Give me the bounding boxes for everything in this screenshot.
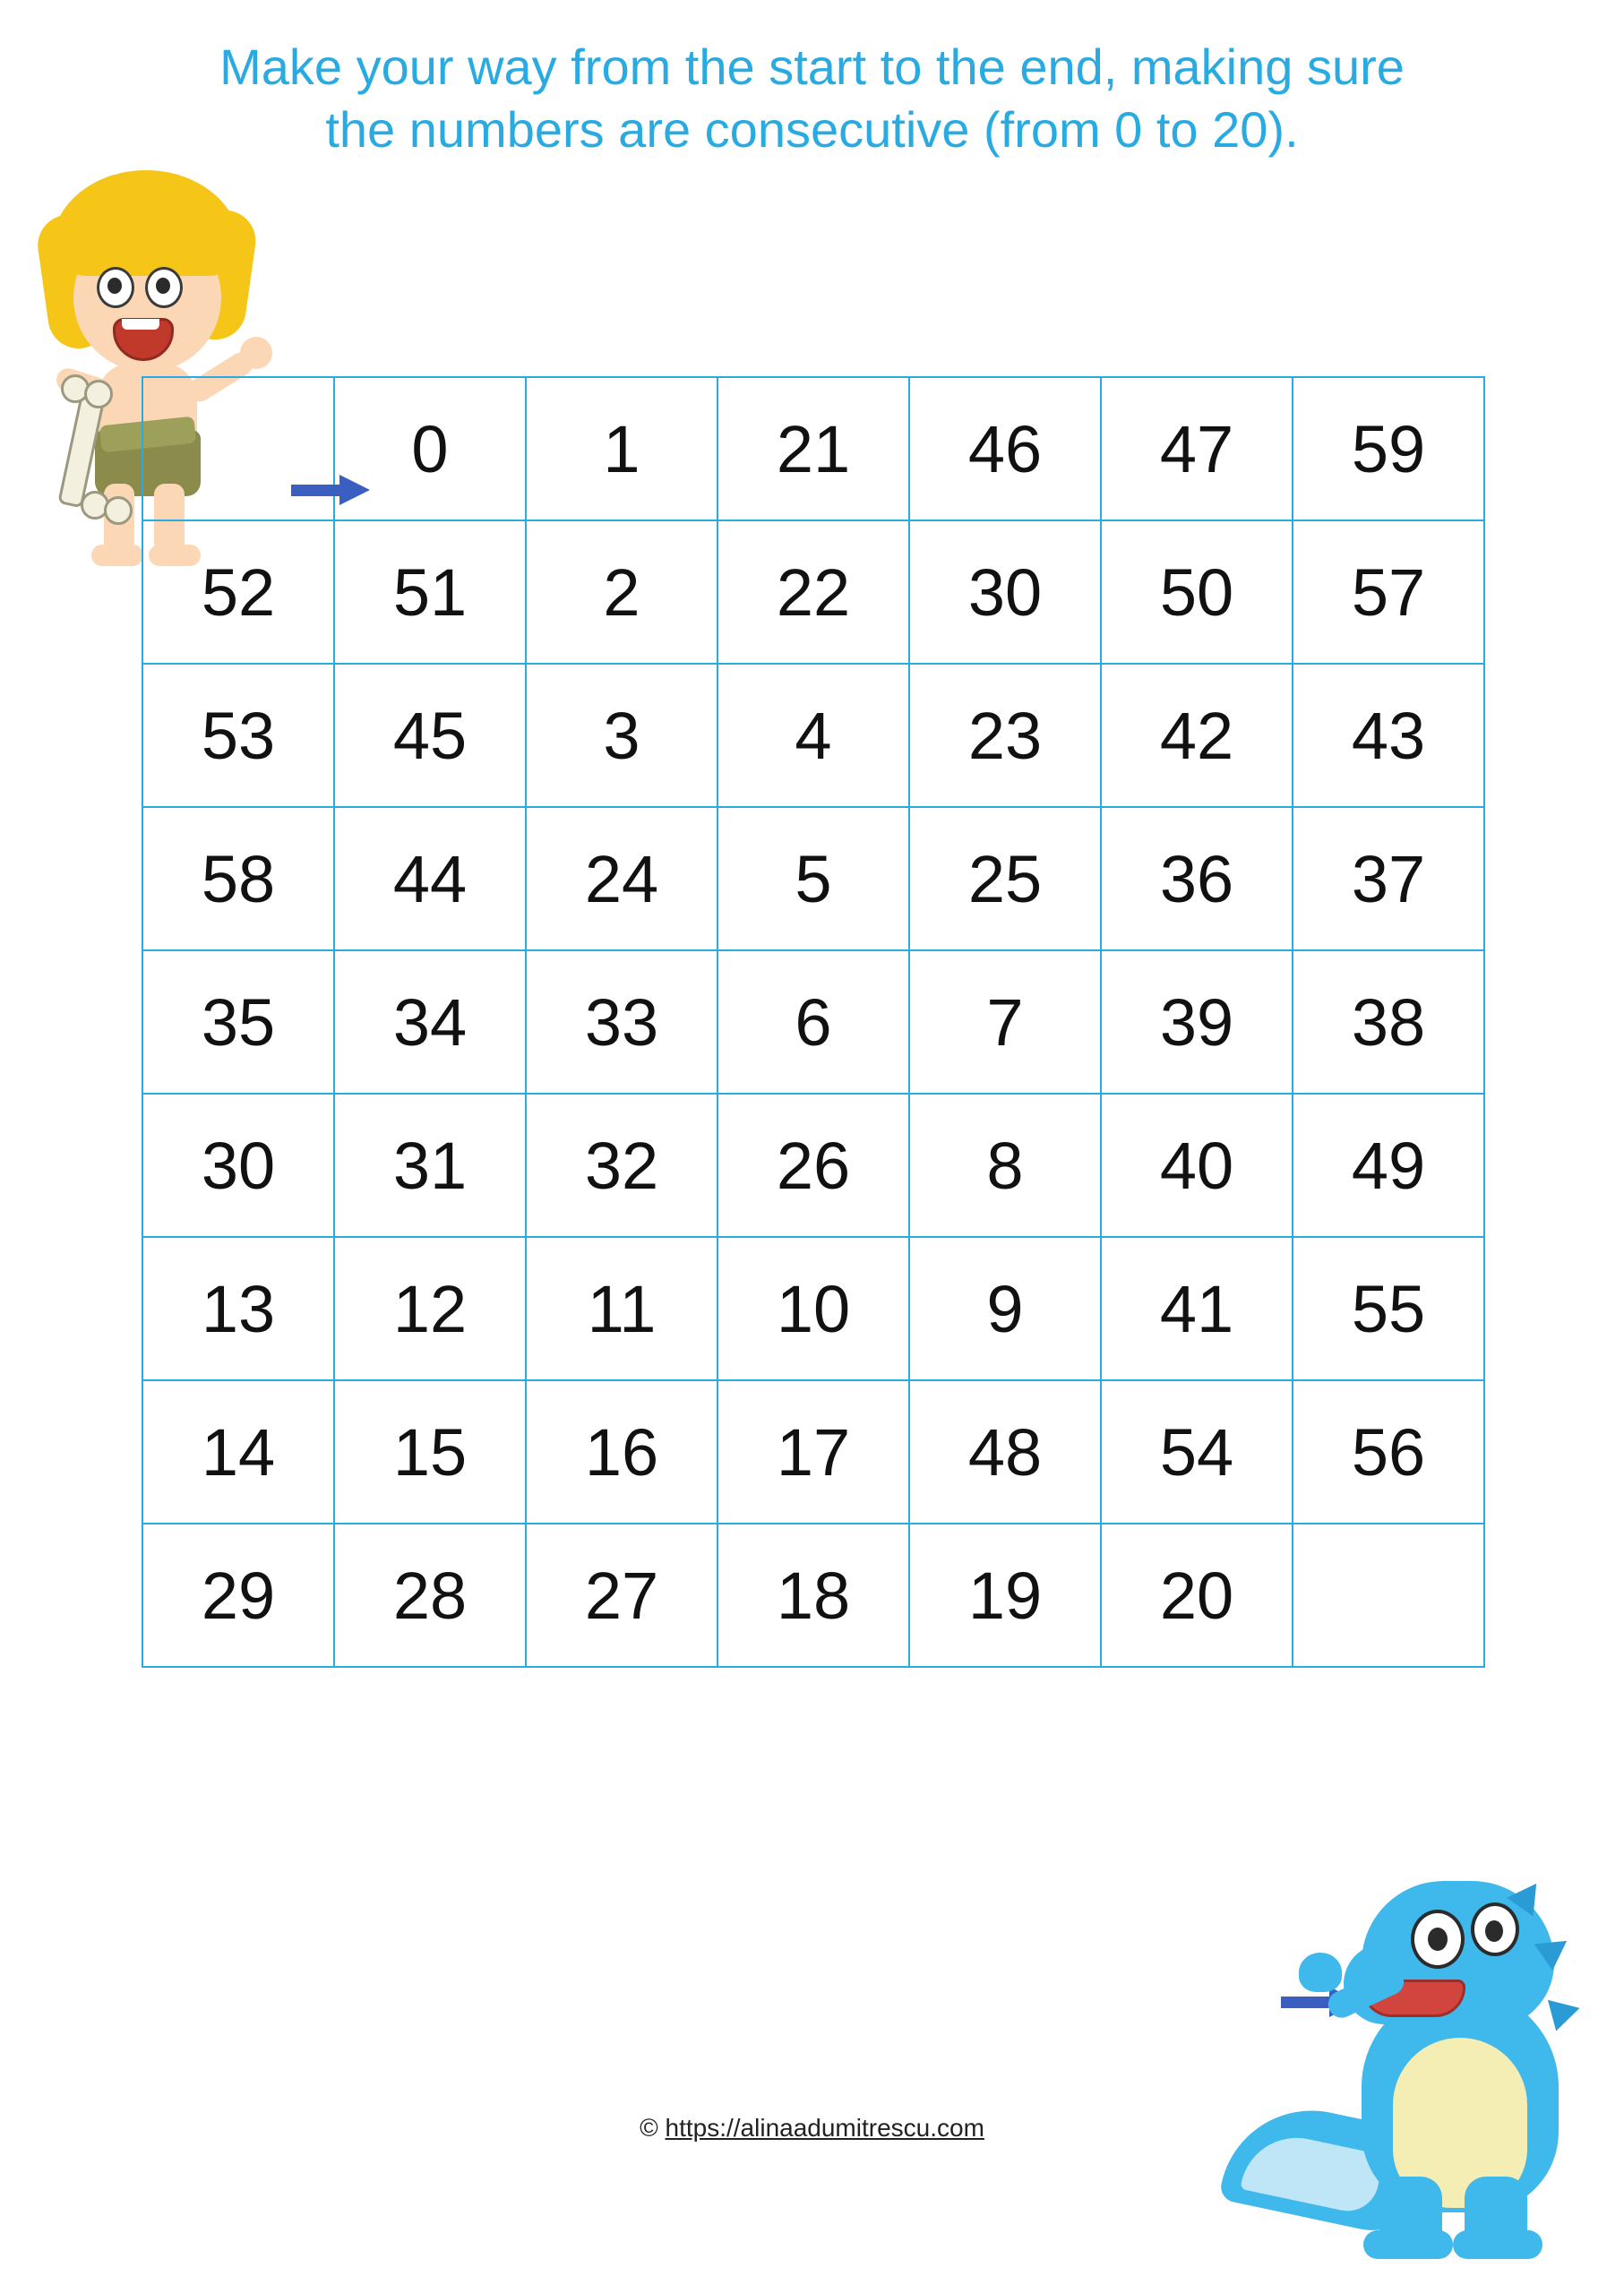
grid-cell[interactable]: 59: [1293, 377, 1484, 520]
grid-cell[interactable]: 23: [909, 664, 1101, 807]
grid-cell[interactable]: 39: [1101, 950, 1293, 1094]
table-row: [142, 1380, 1484, 1524]
table-row: [142, 807, 1484, 950]
table-row: [142, 1524, 1484, 1667]
caveman-pupil-left: [107, 278, 122, 294]
grid-cell[interactable]: 48: [909, 1380, 1101, 1524]
grid-cell[interactable]: 13: [142, 1237, 334, 1380]
grid-cell[interactable]: 16: [526, 1380, 717, 1524]
grid-cell[interactable]: 31: [334, 1094, 526, 1237]
grid-cell[interactable]: 41: [1101, 1237, 1293, 1380]
grid-cell[interactable]: 51: [334, 520, 526, 664]
caveman-teeth: [122, 319, 159, 330]
grid-cell[interactable]: 50: [1101, 520, 1293, 664]
grid-cell[interactable]: 38: [1293, 950, 1484, 1094]
arrow-shaft: [291, 485, 343, 496]
grid-cell[interactable]: 37: [1293, 807, 1484, 950]
footer-credit: [0, 2114, 1624, 2143]
grid-cell[interactable]: 43: [1293, 664, 1484, 807]
grid-cell[interactable]: 45: [334, 664, 526, 807]
grid-cell[interactable]: 2: [526, 520, 717, 664]
instruction-line-1: Make your way from the start to the end, making sure: [219, 39, 1405, 95]
grid-cell[interactable]: 42: [1101, 664, 1293, 807]
grid-cell[interactable]: 32: [526, 1094, 717, 1237]
grid-cell[interactable]: 5: [717, 807, 909, 950]
grid-cell[interactable]: 12: [334, 1237, 526, 1380]
grid-cell[interactable]: 6: [717, 950, 909, 1094]
grid-cell[interactable]: 47: [1101, 377, 1293, 520]
instruction-line-2: the numbers are consecutive (from 0 to 20).: [325, 101, 1299, 158]
grid-cell[interactable]: 8: [909, 1094, 1101, 1237]
grid-cell[interactable]: 49: [1293, 1094, 1484, 1237]
grid-cell[interactable]: 4: [717, 664, 909, 807]
grid-cell[interactable]: 27: [526, 1524, 717, 1667]
arrow-head: [339, 475, 370, 505]
grid-cell[interactable]: [1293, 1524, 1484, 1667]
grid-cell[interactable]: 44: [334, 807, 526, 950]
page-title: [0, 36, 1624, 161]
bone-knob-4: [104, 496, 133, 525]
grid-cell[interactable]: 19: [909, 1524, 1101, 1667]
grid-cell[interactable]: 15: [334, 1380, 526, 1524]
grid-cell[interactable]: 1: [526, 377, 717, 520]
dino-hand: [1299, 1953, 1342, 1992]
grid-cell[interactable]: 3: [526, 664, 717, 807]
number-maze-grid: [142, 376, 1485, 1668]
number-grid-table: [142, 376, 1485, 1668]
dino-foot-right: [1453, 2230, 1542, 2259]
caveman-foot-left: [91, 545, 143, 566]
grid-cell[interactable]: 11: [526, 1237, 717, 1380]
grid-cell[interactable]: 22: [717, 520, 909, 664]
source-url-link[interactable]: https://alinaadumitrescu.com: [665, 2114, 984, 2142]
grid-cell[interactable]: 36: [1101, 807, 1293, 950]
caveman-fringe: [67, 204, 228, 276]
dino-foot-left: [1363, 2230, 1453, 2259]
number-grid-body: [142, 377, 1484, 1667]
bone-knob-2: [84, 380, 113, 408]
grid-cell[interactable]: 14: [142, 1380, 334, 1524]
grid-cell[interactable]: 7: [909, 950, 1101, 1094]
table-row: [142, 664, 1484, 807]
grid-cell[interactable]: 20: [1101, 1524, 1293, 1667]
dinosaur-illustration: [1227, 1845, 1612, 2266]
table-row: [142, 1237, 1484, 1380]
grid-cell[interactable]: 30: [142, 1094, 334, 1237]
grid-cell[interactable]: 35: [142, 950, 334, 1094]
grid-cell[interactable]: 0: [334, 377, 526, 520]
table-row: [142, 950, 1484, 1094]
table-row: [142, 520, 1484, 664]
dino-pupil-right: [1485, 1920, 1503, 1942]
table-row: [142, 1094, 1484, 1237]
grid-cell[interactable]: 10: [717, 1237, 909, 1380]
caveman-pupil-right: [156, 278, 170, 294]
grid-cell[interactable]: 52: [142, 520, 334, 664]
grid-cell[interactable]: 28: [334, 1524, 526, 1667]
caveman-hand-right: [240, 337, 272, 369]
grid-cell[interactable]: 25: [909, 807, 1101, 950]
grid-cell[interactable]: 46: [909, 377, 1101, 520]
grid-cell[interactable]: 9: [909, 1237, 1101, 1380]
start-arrow-icon: [291, 475, 370, 505]
grid-cell[interactable]: 55: [1293, 1237, 1484, 1380]
grid-cell[interactable]: 34: [334, 950, 526, 1094]
grid-cell[interactable]: 29: [142, 1524, 334, 1667]
grid-cell[interactable]: 54: [1101, 1380, 1293, 1524]
grid-cell[interactable]: 18: [717, 1524, 909, 1667]
grid-cell[interactable]: 30: [909, 520, 1101, 664]
grid-cell[interactable]: 26: [717, 1094, 909, 1237]
copyright-symbol: ©: [640, 2114, 658, 2142]
grid-cell[interactable]: 40: [1101, 1094, 1293, 1237]
grid-cell[interactable]: 58: [142, 807, 334, 950]
dino-pupil-left: [1428, 1928, 1448, 1951]
grid-cell[interactable]: 53: [142, 664, 334, 807]
grid-cell[interactable]: 21: [717, 377, 909, 520]
grid-cell[interactable]: 56: [1293, 1380, 1484, 1524]
grid-cell[interactable]: 24: [526, 807, 717, 950]
grid-cell[interactable]: 33: [526, 950, 717, 1094]
grid-cell[interactable]: 57: [1293, 520, 1484, 664]
grid-cell[interactable]: 17: [717, 1380, 909, 1524]
dino-spike-3: [1548, 1992, 1584, 2031]
